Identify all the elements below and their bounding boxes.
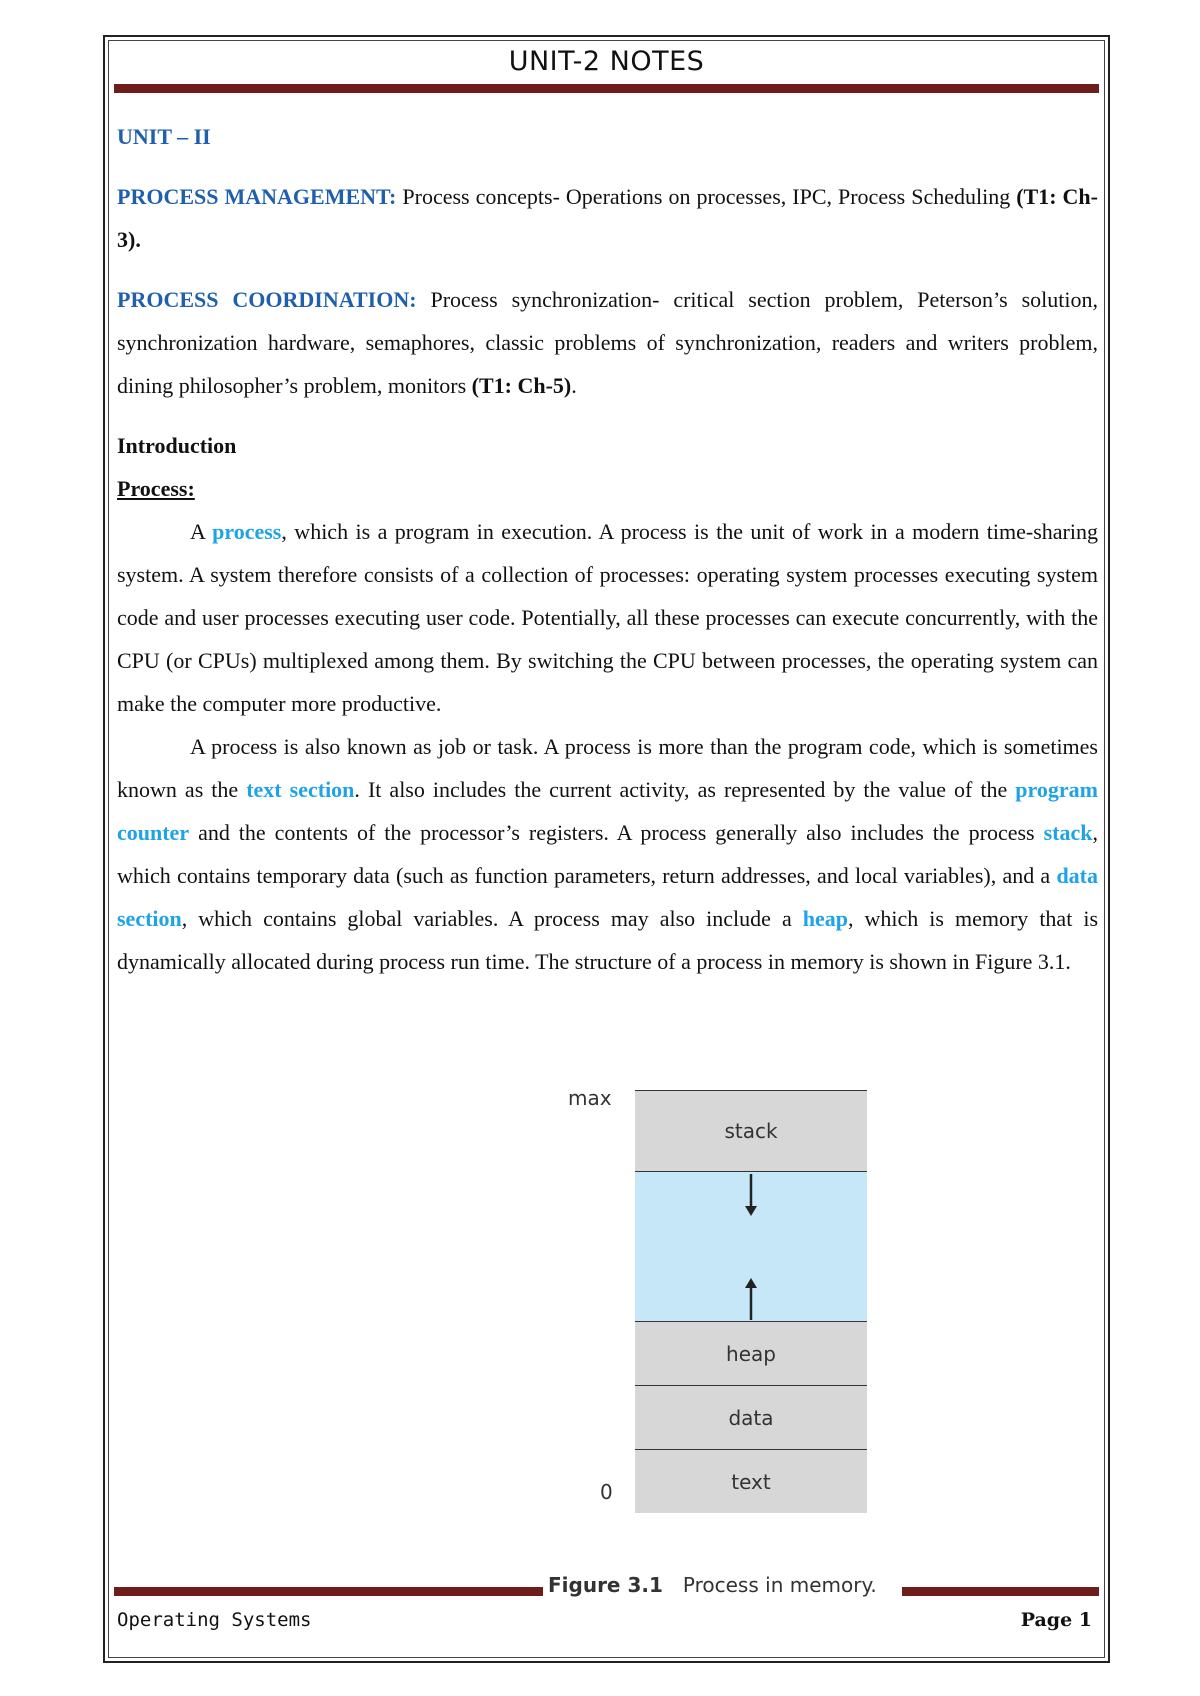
growth-arrows-icon bbox=[635, 1172, 867, 1322]
figure-caption-text: Process in memory. bbox=[682, 1573, 877, 1597]
footer-course-name: Operating Systems bbox=[117, 1609, 312, 1631]
header-rule bbox=[114, 84, 1099, 93]
process-coordination-label: PROCESS COORDINATION: bbox=[117, 287, 417, 312]
term-process: process bbox=[212, 519, 282, 544]
memory-block-data: data bbox=[635, 1385, 867, 1449]
introduction-heading: Introduction bbox=[117, 433, 237, 458]
memory-block-free bbox=[635, 1171, 867, 1321]
process-subheading: Process: bbox=[117, 476, 195, 501]
process-definition-paragraph bbox=[117, 510, 1098, 725]
para2-text-a: A process is also known as job or task. A process is more than the program code, which is sometimes known as the bbox=[117, 734, 1098, 802]
para2-text-b: . It also includes the current activity, as represented by the value of the bbox=[354, 777, 1016, 802]
figure-zero-label: 0 bbox=[600, 1480, 613, 1504]
para2-text-c: and the contents of the processor’s registers. A process generally also includes the process bbox=[189, 820, 1044, 845]
memory-block-heap: heap bbox=[635, 1321, 867, 1385]
page-header-title: UNIT-2 NOTES bbox=[508, 46, 705, 77]
process-management-label: PROCESS MANAGEMENT: bbox=[117, 184, 397, 209]
process-management-ref: (T1: Ch-3). bbox=[117, 184, 1098, 252]
process-memory-figure bbox=[540, 1086, 920, 1504]
process-coordination-ref: (T1: Ch-5) bbox=[471, 373, 572, 398]
term-heap: heap bbox=[802, 906, 848, 931]
para2-text-d: , which contains temporary data (such as function parameters, return addresses, and local variables), and a bbox=[117, 820, 1098, 888]
memory-block-stack: stack bbox=[635, 1090, 867, 1171]
footer-page-number: Page 1 bbox=[1020, 1609, 1092, 1631]
para1-text-b: , which is a program in execution. A process is the unit of work in a modern time-sharing system. A system therefore consists of a collection of processes: operating system processes executing system code and user processes executing user code. Potentially, all these processes can execute concurrently, with the CPU (or CPUs) multiplexed among them. By switching the CPU between processes, the operating system can make the computer more productive. bbox=[117, 519, 1098, 716]
process-coordination-tail: . bbox=[571, 373, 577, 398]
process-management-paragraph bbox=[117, 175, 1098, 261]
memory-block-text: text bbox=[635, 1449, 867, 1513]
term-data-section: data section bbox=[117, 863, 1098, 931]
footer-rule-left bbox=[114, 1587, 543, 1596]
term-text-section: text section bbox=[246, 777, 355, 802]
process-structure-paragraph bbox=[117, 725, 1098, 983]
para2-text-e: , which contains global variables. A process may also include a bbox=[181, 906, 803, 931]
document-body bbox=[117, 115, 1098, 983]
process-management-text: Process concepts- Operations on processes, IPC, Process Scheduling bbox=[396, 184, 1017, 209]
footer-rule-right bbox=[902, 1587, 1099, 1596]
figure-caption-number: Figure 3.1 bbox=[548, 1573, 663, 1597]
term-program-counter: program counter bbox=[117, 777, 1098, 845]
process-coordination-paragraph bbox=[117, 278, 1098, 407]
figure-caption bbox=[548, 1573, 877, 1597]
para2-text-f: , which is memory that is dynamically allocated during process run time. The structure of a process in memory is shown in Figure 3.1. bbox=[117, 906, 1098, 974]
para1-text-a: A bbox=[190, 519, 213, 544]
term-stack: stack bbox=[1043, 820, 1093, 845]
process-coordination-text: Process synchronization- critical section problem, Peterson’s solution, synchronization hardware, semaphores, classic problems of synchronization, readers and writers problem, dining philosopher’s problem, monitors bbox=[117, 287, 1098, 398]
figure-max-label: max bbox=[568, 1086, 612, 1110]
unit-heading: UNIT – II bbox=[117, 124, 211, 149]
